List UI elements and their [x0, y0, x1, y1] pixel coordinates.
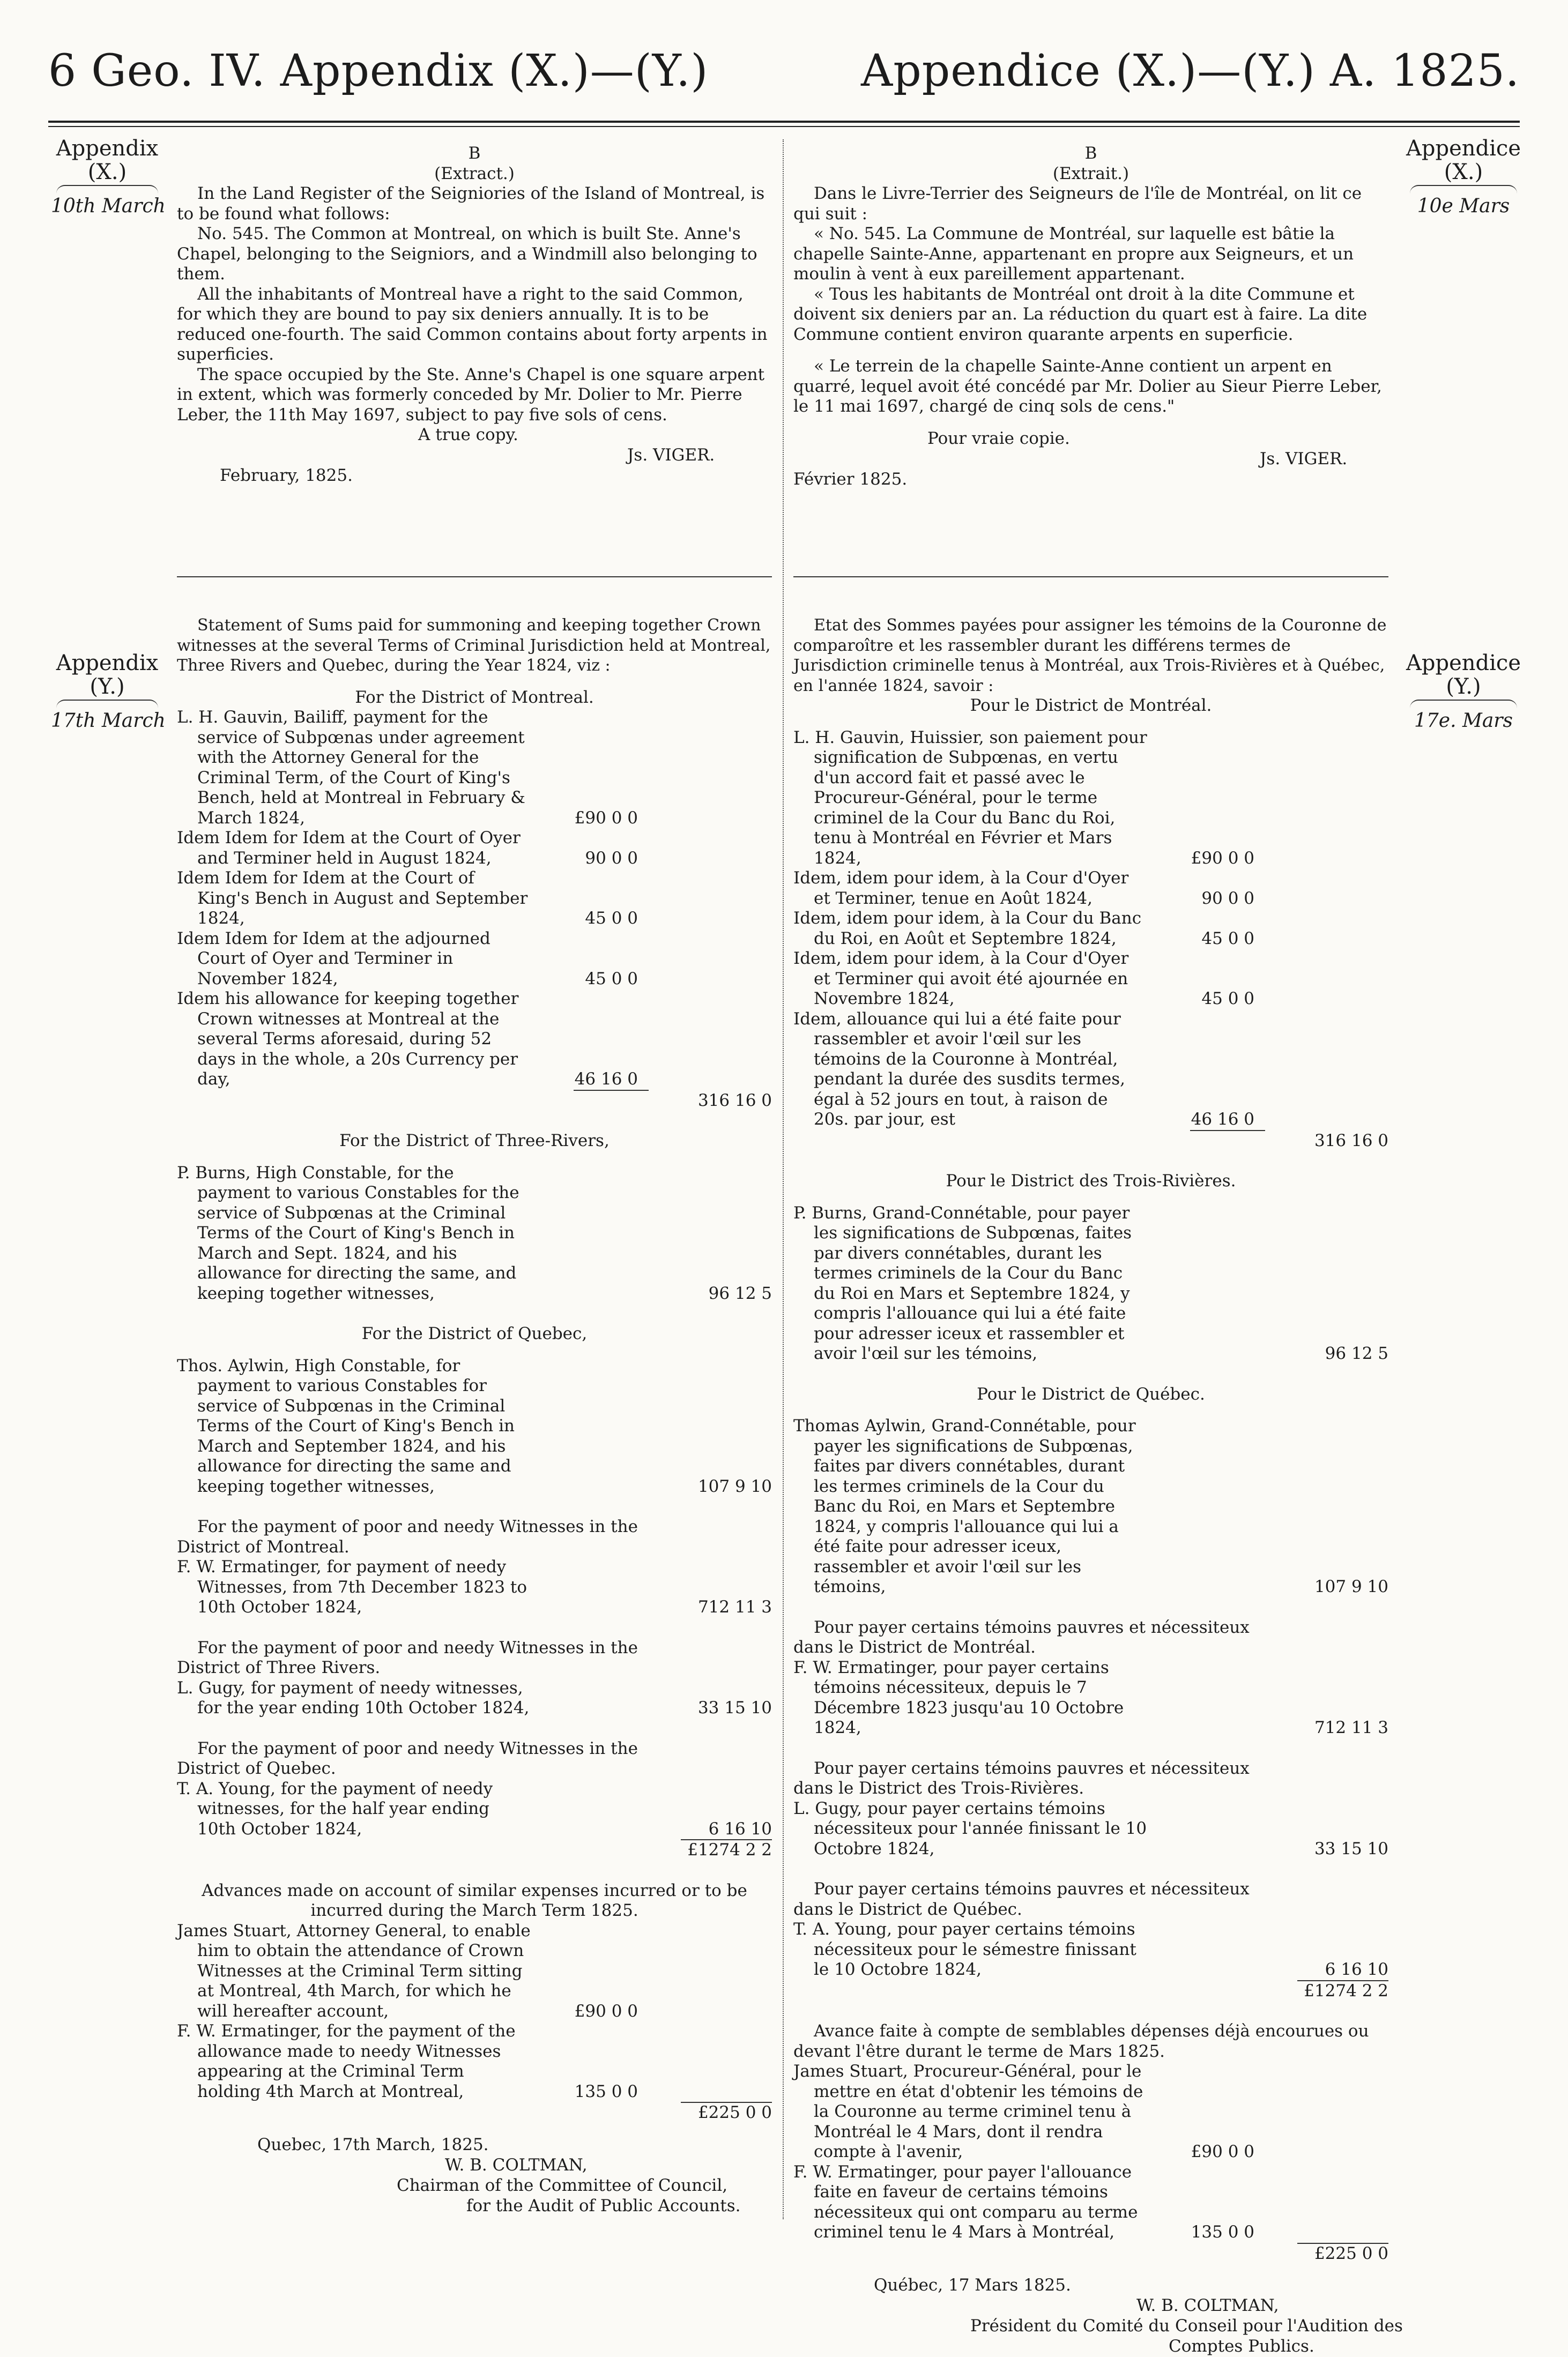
district-heading: Pour le District de Québec.	[977, 1384, 1205, 1404]
signer-title: Chairman of the Committee of Council,	[397, 2175, 728, 2195]
entry-amount: 46 16 0	[1191, 1110, 1254, 1129]
category-heading: Pour payer certains témoins pauvres et nécessiteux dans le District de Québec.	[793, 1879, 1250, 1919]
entry-amount: 712 11 3	[697, 1597, 772, 1617]
payment-entry	[177, 1678, 772, 1719]
entry-amount: 90 0 0	[1201, 888, 1254, 908]
grand-total-row	[177, 1840, 772, 1861]
signer: Js. VIGER.	[1260, 449, 1348, 469]
signer: Js. VIGER.	[627, 445, 715, 465]
margin-date: 10th March	[51, 195, 166, 217]
district-total-row	[177, 1091, 772, 1111]
true-copy-line	[177, 425, 772, 445]
extract-paragraph: « No. 545. La Commune de Montréal, sur laquelle est bâtie la chapelle Sainte-Anne, appartenant en propre aux Seigneurs, et un moulin à vent à eux pareillement appartenant.	[793, 224, 1354, 284]
entry-text: Idem, idem pour idem, à la Cour d'Oyer et Terminer, tenue en Août 1824,	[793, 868, 1129, 908]
brace-mark	[1410, 700, 1517, 708]
advances-total-row	[793, 2244, 1388, 2264]
advances-total-row	[177, 2103, 772, 2123]
entry-amount: 6 16 10	[1325, 1960, 1388, 1979]
header-rule	[48, 121, 1520, 127]
payment-entry	[793, 1009, 1388, 1130]
signer: W. B. COLTMAN,	[445, 2155, 588, 2175]
brace-mark	[56, 185, 158, 194]
margin-paren: (X.)	[87, 160, 127, 184]
extract-paragraph: « Tous les habitants de Montréal ont droit à la dite Commune et doivent six deniers par an. La réduction du quart est à faire. La dite Commune contient environ quarante arpents en superficie.	[793, 284, 1368, 344]
place-date-line	[177, 2135, 772, 2155]
signer-line	[177, 2155, 772, 2176]
extract-paragraph: The space occupied by the Ste. Anne's Chapel is one square arpent in extent, which was formerly conceded by Mr. Dolier to Mr. Pierre Leber, the 11th May 1697, subject to pay five sols of cens.	[177, 365, 765, 425]
entry-text: L. Gugy, for payment of needy witnesses, for the year ending 10th October 1824,	[177, 1678, 530, 1717]
payment-entry	[177, 1557, 772, 1618]
entry-text: James Stuart, Attorney General, to enable him to obtain the attendance of Crown Witnesses at the Criminal Term sitting at Montreal, 4th March, for which he will hereafter account,	[177, 1921, 531, 2021]
entry-text: L. Gugy, pour payer certains témoins nécessiteux pour l'année finissant le 10 Octobre 1824,	[793, 1798, 1147, 1858]
entry-text: Thomas Aylwin, Grand-Connétable, pour payer les significations de Subpœnas, faites par divers connétables, durant les termes criminels de la Cour du Banc du Roi, en Mars et Septembre 1824, y compris l'allouance qui lui a été faite pour adresser iceux, rassembler et avoir l'œil sur les témoins,	[793, 1416, 1136, 1596]
advances-total: £225 0 0	[1314, 2243, 1388, 2263]
entry-text: Idem Idem for Idem at the Court of King's Bench in August and September 1824,	[177, 868, 528, 928]
extract-en	[177, 144, 772, 486]
entry-amount: 6 16 10	[708, 1819, 772, 1839]
extract-heading: (Extrait.)	[1052, 163, 1129, 183]
section-rule	[177, 576, 772, 577]
entry-amount: 712 11 3	[1314, 1718, 1388, 1737]
signer-line	[793, 449, 1388, 470]
entry-amount: £90 0 0	[574, 808, 638, 828]
entry-text: F. W. Ermatinger, for the payment of the allowance made to needy Witnesses appearing at the Criminal Term holding 4th March at Montreal,	[177, 2021, 516, 2101]
document-date: Février 1825.	[793, 469, 908, 489]
entry-text: F. W. Ermatinger, pour payer l'allouance faite en faveur de certains témoins nécessiteux qui ont comparu au terme criminel tenu le 4 Mars à Montréal,	[793, 2162, 1138, 2242]
payment-entry	[793, 2162, 1388, 2243]
brace-mark	[56, 700, 158, 708]
margin-label: Appendice	[1406, 136, 1521, 161]
margin-date: 17e. Mars	[1414, 710, 1513, 732]
payment-entry	[177, 1779, 772, 1840]
section-letter: B	[1084, 144, 1097, 163]
extract-paragraph: No. 545. The Common at Montreal, on which is built Ste. Anne's Chapel, belonging to the Seigniors, and a Windmill also belonging to them.	[177, 224, 757, 284]
signer-title: Président du Comité du Conseil pour l'Audition des	[970, 2316, 1403, 2336]
entry-amount: 107 9 10	[697, 1476, 772, 1496]
date-line	[793, 470, 1388, 490]
margin-paren: (X.)	[1444, 160, 1483, 184]
margin-note-en-x	[51, 137, 164, 218]
signer-line	[793, 2296, 1388, 2316]
entry-text: Idem, idem pour idem, à la Cour du Banc du Roi, en Août et Septembre 1824,	[793, 909, 1142, 948]
true-copy: A true copy.	[418, 425, 518, 444]
advances-heading: Avance faite à compte de semblables dépenses déjà encourues ou devant l'être durant le terme de Mars 1825.	[793, 2021, 1369, 2061]
payment-entry	[793, 1920, 1388, 1980]
signer-line	[177, 445, 772, 466]
margin-note-en-y	[51, 651, 164, 733]
document-date: February, 1825.	[220, 466, 353, 485]
margin-paren: (Y.)	[1446, 674, 1481, 699]
category-heading: For the payment of poor and needy Witnesses in the District of Montreal.	[177, 1517, 638, 1557]
margin-date: 17th March	[51, 710, 166, 732]
entry-amount: 45 0 0	[585, 969, 638, 988]
margin-date: 10e Mars	[1417, 195, 1510, 217]
extract-fr	[793, 144, 1388, 490]
payment-entry	[177, 828, 772, 868]
true-copy-line	[793, 429, 1388, 449]
advances-total: £225 0 0	[697, 2103, 772, 2122]
entry-text: F. W. Ermatinger, for payment of needy Witnesses, from 7th December 1823 to 10th October 1824,	[177, 1557, 527, 1617]
extract-paragraph: Dans le Livre-Terrier des Seigneurs de l'île de Montréal, on lit ce qui suit :	[793, 184, 1362, 224]
header-left: 6 Geo. IV. Appendix (X.)—(Y.)	[48, 46, 709, 96]
brace-mark	[1410, 185, 1517, 194]
category-heading: For the payment of poor and needy Witnesses in the District of Three Rivers.	[177, 1638, 638, 1677]
extract-paragraph: All the inhabitants of Montreal have a right to the said Common, for which they are bound to pay six deniers annually. It is to be reduced one-fourth. The said Common contains about forty arpents in superficies.	[177, 284, 768, 364]
entry-text: L. H. Gauvin, Huissier, son paiement pour signification de Subpœnas, en vertu d'un accord fait et passé avec le Procureur-Général, pour le terme criminel de la Cour du Banc du Roi, tenu à Montréal en Février et Mars 1824,	[793, 727, 1147, 868]
payment-entry	[177, 708, 772, 828]
signer-title: for the Audit of Public Accounts.	[466, 2196, 741, 2215]
payment-entry	[177, 868, 772, 929]
district-heading: For the District of Montreal.	[355, 687, 594, 707]
category-heading: For the payment of poor and needy Witnesses in the District of Quebec.	[177, 1738, 638, 1778]
payment-entry	[793, 728, 1388, 869]
place-date: Québec, 17 Mars 1825.	[874, 2276, 1071, 2295]
entry-text: Thos. Aylwin, High Constable, for payment to various Constables for service of Subpœnas in the Criminal Terms of the Court of King's Bench in March and September 1824, and his allowance for directing the same and keeping together witnesses,	[177, 1356, 515, 1496]
payment-entry	[177, 1163, 772, 1304]
payment-entry	[793, 868, 1388, 909]
header-right: Appendice (X.)—(Y.) A. 1825.	[861, 46, 1520, 96]
entry-amount: 33 15 10	[1314, 1839, 1388, 1858]
margin-note-fr-y	[1404, 651, 1522, 733]
entry-amount: 96 12 5	[708, 1283, 772, 1303]
column-divider	[783, 139, 784, 2219]
payment-entry	[177, 989, 772, 1090]
margin-note-fr-x	[1404, 137, 1522, 218]
payment-entry	[793, 1203, 1388, 1364]
statement-fr	[793, 615, 1403, 2357]
payment-entry	[793, 1658, 1388, 1738]
payment-entry	[177, 929, 772, 990]
entry-amount: £90 0 0	[1191, 848, 1254, 868]
entry-text: James Stuart, Procureur-Général, pour le mettre en état d'obtenir les témoins de la Couronne au terme criminel tenu à Montréal le 4 Mars, dont il rendra compte à l'avenir,	[793, 2062, 1143, 2161]
payment-entry	[177, 1356, 772, 1497]
entry-amount: 90 0 0	[585, 848, 638, 868]
payment-entry	[793, 909, 1388, 949]
place-date-line	[793, 2276, 1388, 2296]
entry-text: Idem, idem pour idem, à la Cour d'Oyer et Terminer qui avoit été ajournée en Novembre 1824,	[793, 949, 1129, 1008]
payment-entry	[177, 1921, 772, 2022]
entry-amount: £90 0 0	[1191, 2142, 1254, 2161]
section-rule	[793, 576, 1388, 577]
entry-text: Idem his allowance for keeping together Crown witnesses at Montreal at the several Terms aforesaid, during 52 days in the whole, a 20s Currency per day,	[177, 989, 519, 1089]
district-total: 316 16 0	[697, 1090, 772, 1110]
statement-en	[177, 615, 772, 2217]
entry-amount: 107 9 10	[1314, 1577, 1388, 1596]
entry-text: T. A. Young, for the payment of needy witnesses, for the half year ending 10th October 1824,	[177, 1779, 493, 1839]
payment-entry	[793, 1799, 1388, 1860]
payment-entry	[793, 1416, 1388, 1597]
extract-paragraph: « Le terrein de la chapelle Sainte-Anne contient un arpent en quarré, lequel avoit été concédé par Mr. Dolier au Sieur Pierre Leber, le 11 mai 1697, chargé de cinq sols de cens."	[793, 356, 1382, 416]
district-heading: Pour le District de Montréal.	[970, 696, 1212, 715]
grand-total: £1274 2 2	[1304, 1981, 1388, 2001]
margin-label: Appendice	[1406, 651, 1521, 675]
signer-title-line	[793, 2337, 1388, 2357]
grand-total: £1274 2 2	[687, 1840, 772, 1860]
category-heading: Pour payer certains témoins pauvres et nécessiteux dans le District des Trois-Rivières.	[793, 1758, 1250, 1798]
district-heading: For the District of Quebec,	[361, 1324, 588, 1343]
signer-title-line	[177, 2196, 772, 2217]
payment-entry	[177, 2021, 772, 2102]
entry-amount: 135 0 0	[574, 2081, 638, 2101]
district-heading: For the District of Three-Rivers,	[339, 1131, 610, 1150]
payment-entry	[793, 2062, 1388, 2162]
statement-heading: Etat des Sommes payées pour assigner les témoins de la Couronne de comparoître et les rassembler durant les différens termes de Jurisdiction criminelle tenus à Montréal, aux Trois-Rivières et à Québec, en l'année 1824, savoir :	[793, 616, 1387, 695]
entry-text: Idem Idem for Idem at the adjourned Court of Oyer and Terminer in November 1824,	[177, 928, 491, 988]
entry-text: F. W. Ermatinger, pour payer certains témoins nécessiteux, depuis le 7 Décembre 1823 jusqu'au 10 Octobre 1824,	[793, 1657, 1124, 1737]
entry-amount: 45 0 0	[1201, 928, 1254, 948]
margin-label: Appendix	[56, 651, 159, 675]
signer: W. B. COLTMAN,	[1136, 2296, 1279, 2315]
margin-label: Appendix	[56, 136, 159, 161]
page-header	[48, 46, 1520, 115]
date-line	[177, 466, 772, 486]
district-total: 316 16 0	[1314, 1131, 1388, 1150]
extract-paragraph: In the Land Register of the Seigniories of the Island of Montreal, is to be found what follows:	[177, 184, 765, 224]
entry-amount: 135 0 0	[1191, 2222, 1254, 2242]
payment-entry	[793, 949, 1388, 1009]
grand-total-row	[793, 1981, 1388, 2002]
section-letter: B	[468, 144, 481, 163]
entry-amount: 96 12 5	[1325, 1344, 1388, 1363]
district-total-row	[793, 1131, 1388, 1151]
district-heading: Pour le District des Trois-Rivières.	[946, 1171, 1236, 1191]
entry-amount: 33 15 10	[697, 1698, 772, 1717]
entry-amount: 45 0 0	[1201, 989, 1254, 1008]
entry-amount: 46 16 0	[574, 1069, 638, 1089]
advances-heading: Advances made on account of similar expenses incurred or to be incurred during the March Term 1825.	[202, 1880, 747, 1920]
entry-text: T. A. Young, pour payer certains témoins nécessiteux pour le sémestre finissant le 10 Octobre 1824,	[793, 1920, 1136, 1979]
margin-paren: (Y.)	[90, 674, 125, 699]
entry-text: Idem, allouance qui lui a été faite pour rassembler et avoir l'œil sur les témoins de la Couronne à Montréal, pendant la durée des susdits termes, égal à 52 jours en tout, à raison de 20s. par jour, est	[793, 1009, 1126, 1129]
extract-heading: (Extract.)	[434, 163, 515, 183]
category-heading: Pour payer certains témoins pauvres et nécessiteux dans le District de Montréal.	[793, 1617, 1250, 1657]
signer-title: Comptes Publics.	[1169, 2337, 1314, 2356]
entry-text: P. Burns, Grand-Connétable, pour payer les significations de Subpœnas, faites par divers connétables, durant les termes criminels de la Cour du Banc du Roi en Mars et Septembre 1824, y compris l'allouance qui lui a été faite pour adresser iceux et rassembler et avoir l'œil sur les témoins,	[793, 1203, 1132, 1363]
entry-amount: £90 0 0	[574, 2001, 638, 2021]
signer-title-line	[177, 2176, 772, 2196]
place-date: Quebec, 17th March, 1825.	[257, 2135, 489, 2154]
true-copy: Pour vraie copie.	[927, 428, 1070, 448]
statement-heading: Statement of Sums paid for summoning and keeping together Crown witnesses at the several Terms of Criminal Jurisdiction held at Montreal, Three Rivers and Quebec, during the Year 1824, viz :	[177, 616, 771, 675]
entry-amount: 45 0 0	[585, 909, 638, 928]
entry-text: Idem Idem for Idem at the Court of Oyer and Terminer held in August 1824,	[177, 828, 521, 868]
entry-text: L. H. Gauvin, Bailiff, payment for the service of Subpœnas under agreement with the Attorney General for the Criminal Term, of the Court of King's Bench, held at Montreal in February & March 1824,	[177, 708, 525, 828]
entry-text: P. Burns, High Constable, for the payment to various Constables for the service of Subpœnas at the Criminal Terms of the Court of King's Bench in March and Sept. 1824, and his allowance for directing the same, and keeping together witnesses,	[177, 1163, 519, 1303]
